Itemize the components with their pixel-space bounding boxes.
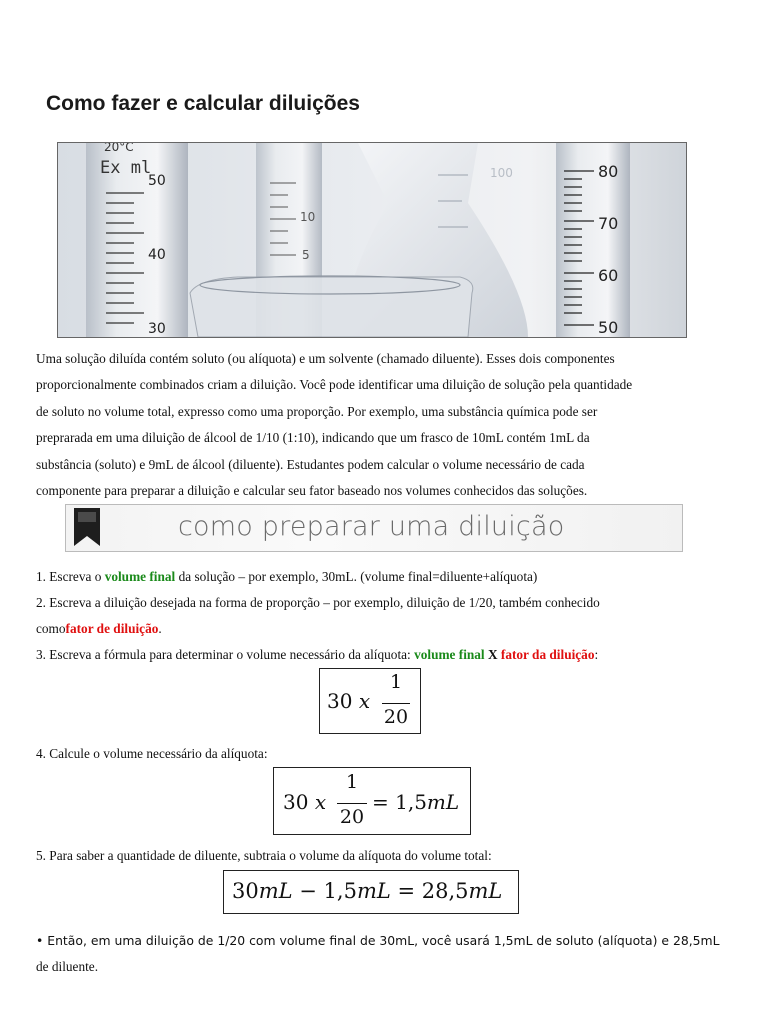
step-text: 3. Escreva a fórmula para determinar o volume necessário da alíquota: — [36, 647, 415, 662]
banner-label: 5 — [302, 248, 310, 262]
fraction-numerator: 1 — [389, 671, 403, 693]
banner-label: 40 — [148, 247, 166, 263]
highlight-fator-diluicao: fator de diluição — [65, 621, 159, 636]
eq-unit: mL — [468, 879, 503, 903]
equation-aliquot — [273, 767, 471, 835]
eq-unit: mL — [258, 879, 293, 903]
highlight-volume-final: volume final — [104, 569, 176, 584]
page-title: Como fazer e calcular diluições — [46, 92, 360, 115]
banner-label: 20°C — [104, 143, 134, 154]
section-header-text: como preparar uma diluição — [178, 511, 565, 542]
banner-label: 50 — [148, 173, 166, 189]
eq-number: 30 — [283, 790, 309, 814]
eq-unit: mL — [356, 879, 391, 903]
banner-label: 30 — [148, 321, 166, 337]
eq-result: = 28,5 — [390, 879, 469, 903]
section-header-banner — [65, 504, 683, 552]
fraction-denominator: 20 — [339, 806, 365, 828]
conclusion-line: de diluente. — [36, 959, 99, 974]
banner-label: 10 — [300, 210, 316, 224]
highlight-volume-final: volume final — [414, 647, 485, 662]
step-text: : — [594, 647, 599, 662]
fraction — [337, 771, 367, 831]
intro-line: componente para preparar a diluição e calcular seu fator baseado nos volumes conhecidos das soluções. — [36, 483, 588, 499]
intro-line: proporcionalmente combinados criam a diluição. Você pode identificar uma diluição de solução pela quantidade — [36, 377, 633, 393]
intro-line: Uma solução diluída contém soluto (ou alíquota) e um solvente (chamado diluente). Esses dois componentes — [36, 351, 615, 366]
step-4: 4. Calcule o volume necessário da alíquota: — [36, 746, 268, 761]
step-text: da solução – por exemplo, 30mL. (volume final=diluente+alíquota) — [175, 569, 538, 584]
eq-result: = 1,5 — [372, 790, 427, 814]
intro-line: substância (soluto) e 9mL de álcool (diluente). Estudantes podem calcular o volume necessário de cada — [36, 456, 585, 472]
step-text: 1. Escreva o — [36, 569, 105, 584]
banner-label: 100 — [490, 166, 513, 180]
conclusion-line: • Então, em uma diluição de 1/20 com volume final de 30mL, você usará 1,5mL de soluto (alíquota) e 28,5mL — [36, 933, 720, 948]
glassware-banner-image — [57, 142, 687, 338]
intro-paragraph — [36, 346, 736, 504]
step-text: . — [158, 621, 162, 636]
eq-variable: x — [358, 689, 371, 713]
banner-label: Ex ml — [100, 158, 152, 178]
fraction-denominator: 20 — [383, 706, 409, 728]
banner-label: 80 — [598, 162, 619, 181]
eq-number: 30 — [327, 689, 353, 713]
step-2: 2. Escreva a diluição desejada na forma de proporção – por exemplo, diluição de 1/20, também conhecido — [36, 595, 600, 610]
eq-variable: x — [314, 790, 327, 814]
times-sign: X — [484, 647, 501, 662]
bookmark-icon — [72, 508, 102, 548]
conclusion-paragraph — [36, 928, 736, 980]
equation-formula — [319, 668, 421, 734]
eq-unit: mL — [426, 790, 460, 814]
intro-line: preprarada em uma diluição de álcool de 1/10 (1:10), indicando que um frasco de 10mL contém 1mL da — [36, 430, 590, 446]
banner-label: 70 — [598, 214, 619, 233]
banner-label: 60 — [598, 266, 619, 285]
intro-line: de soluto no volume total, expresso como uma proporção. Por exemplo, uma substância química pode ser — [36, 403, 598, 419]
equation-diluent — [223, 870, 519, 914]
eq-number: 30 — [232, 879, 259, 903]
step-text: como — [36, 621, 66, 636]
highlight-fator-diluicao: fator da diluição — [500, 647, 595, 662]
step-5: 5. Para saber a quantidade de diluente, subtraia o volume da alíquota do volume total: — [36, 848, 492, 863]
banner-label: 50 — [598, 318, 619, 337]
step-2-continued — [36, 621, 162, 637]
fraction-numerator: 1 — [345, 771, 359, 793]
step-1 — [36, 569, 537, 585]
fraction — [382, 671, 410, 731]
eq-operator: − 1,5 — [292, 879, 357, 903]
step-3 — [36, 647, 598, 663]
